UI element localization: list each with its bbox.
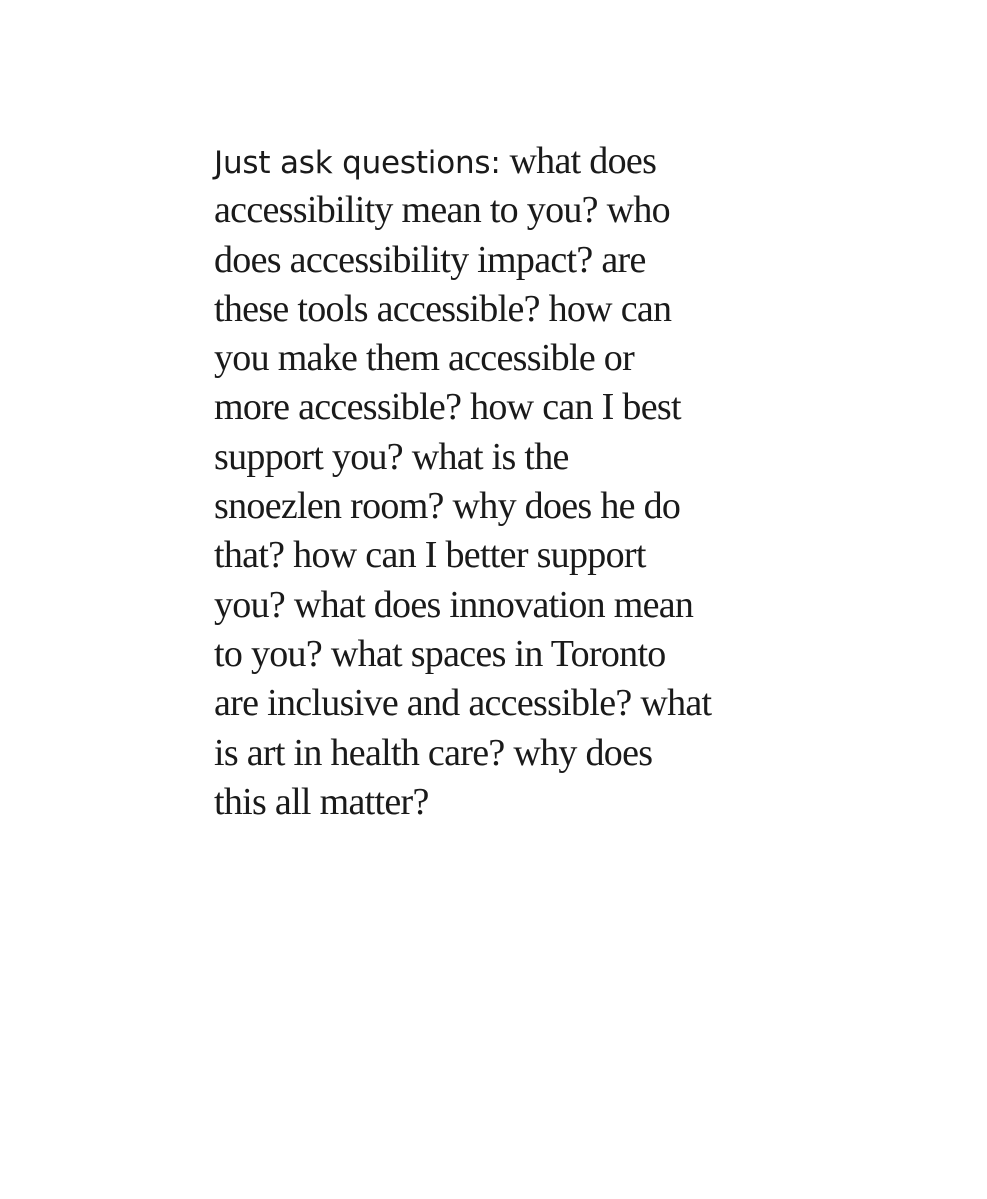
text-line (214, 137, 794, 186)
body-text (214, 137, 794, 827)
text-line: these tools accessible? how can (214, 287, 672, 330)
text-line: you make them accessible or (214, 337, 635, 380)
text-line: does accessibility impact? are (214, 238, 646, 281)
text-line: are inclusive and accessible? what (214, 682, 712, 725)
text-line: is art in health care? why does (214, 731, 653, 774)
text-line: you? what does innovation mean (214, 583, 694, 626)
text-line: support you? what is the (214, 435, 569, 478)
text-line: more accessible? how can I best (214, 386, 681, 429)
text-line: accessibility mean to you? who (214, 189, 670, 232)
text-line: this all matter? (214, 780, 429, 823)
text-line: to you? what spaces in Toronto (214, 632, 666, 675)
text-line: that? how can I better support (214, 534, 646, 577)
lead-heading: Just ask questions: (214, 145, 501, 181)
text-line: snoezlen room? why does he do (214, 485, 681, 528)
line-text: what does (500, 140, 657, 182)
